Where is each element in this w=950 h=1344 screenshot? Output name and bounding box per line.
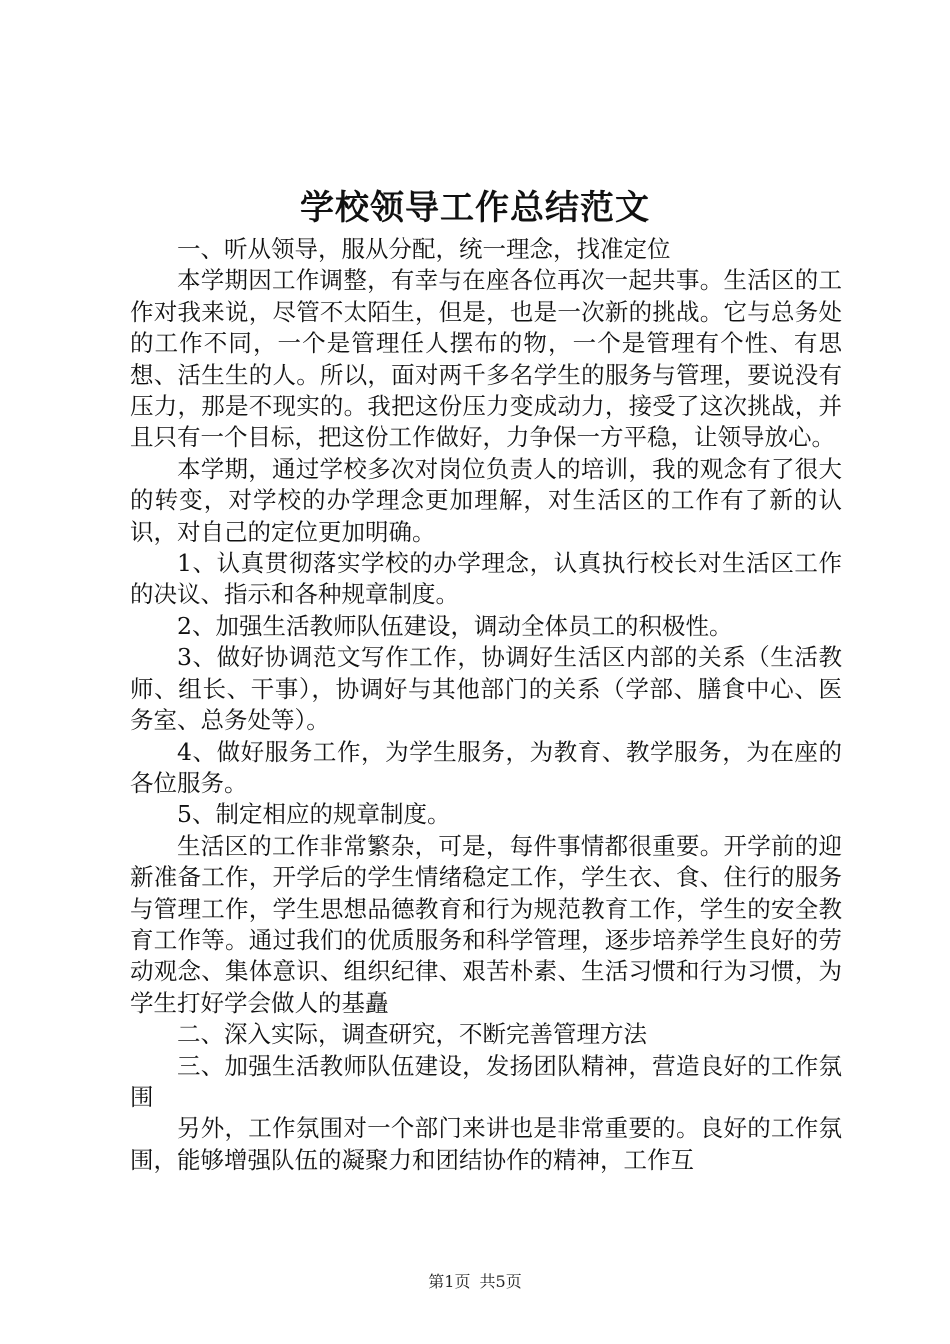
- document-title: 学校领导工作总结范文: [300, 188, 650, 228]
- paragraph: 本学期，通过学校多次对岗位负责人的培训，我的观念有了很大的转变，对学校的办学理念更加理解，对生活区的工作有了新的认识，对自己的定位更加明确。: [130, 454, 842, 546]
- section-heading-3: 三、加强生活教师队伍建设，发扬团队精神，营造良好的工作氛围: [130, 1051, 842, 1111]
- section-heading-1: 一、听从领导，服从分配，统一理念，找准定位: [177, 235, 671, 263]
- list-item: 1、认真贯彻落实学校的办学理念，认真执行校长对生活区工作的决议、指示和各种规章制度。: [130, 549, 842, 609]
- list-item: 5、制定相应的规章制度。: [177, 800, 451, 829]
- page-total: 共5页: [479, 1272, 522, 1291]
- page-footer: [0, 1271, 950, 1293]
- paragraph: 生活区的工作非常繁杂，可是，每件事情都很重要。开学前的迎新准备工作，开学后的学生情绪稳定工作，学生衣、食、住行的服务与管理工作，学生思想品德教育和行为规范教育工作，学生的安全教育工作等。通过我们的优质服务和科学管理，逐步培养学生良好的劳动观念、集体意识、组织纪律、艰苦朴素、生活习惯和行为习惯，为学生打好学会做人的基矗: [130, 831, 842, 1017]
- page-number: 第1页: [428, 1272, 471, 1291]
- list-item: 2、加强生活教师队伍建设，调动全体员工的积极性。: [177, 611, 733, 640]
- list-item: 3、做好协调范文写作工作，协调好生活区内部的关系（生活教师、组长、干事），协调好与其他部门的关系（学部、膳食中心、医务室、总务处等）。: [130, 643, 842, 735]
- paragraph: 本学期因工作调整，有幸与在座各位再次一起共事。生活区的工作对我来说，尽管不太陌生，但是，也是一次新的挑战。它与总务处的工作不同，一个是管理任人摆布的物，一个是管理有个性、有思想、活生生的人。所以，面对两千多名学生的服务与管理，要说没有压力，那是不现实的。我把这份压力变成动力，接受了这次挑战，并且只有一个目标，把这份工作做好，力争保一方平稳，让领导放心。: [130, 266, 842, 452]
- section-heading-2: 二、深入实际，调查研究，不断完善管理方法: [177, 1020, 647, 1049]
- paragraph: 另外，工作氛围对一个部门来讲也是非常重要的。良好的工作氛围，能够增强队伍的凝聚力和团结协作的精神，工作互: [130, 1114, 842, 1174]
- list-item: 4、做好服务工作，为学生服务，为教育、教学服务，为在座的各位服务。: [130, 737, 842, 797]
- document-body: [130, 234, 842, 1176]
